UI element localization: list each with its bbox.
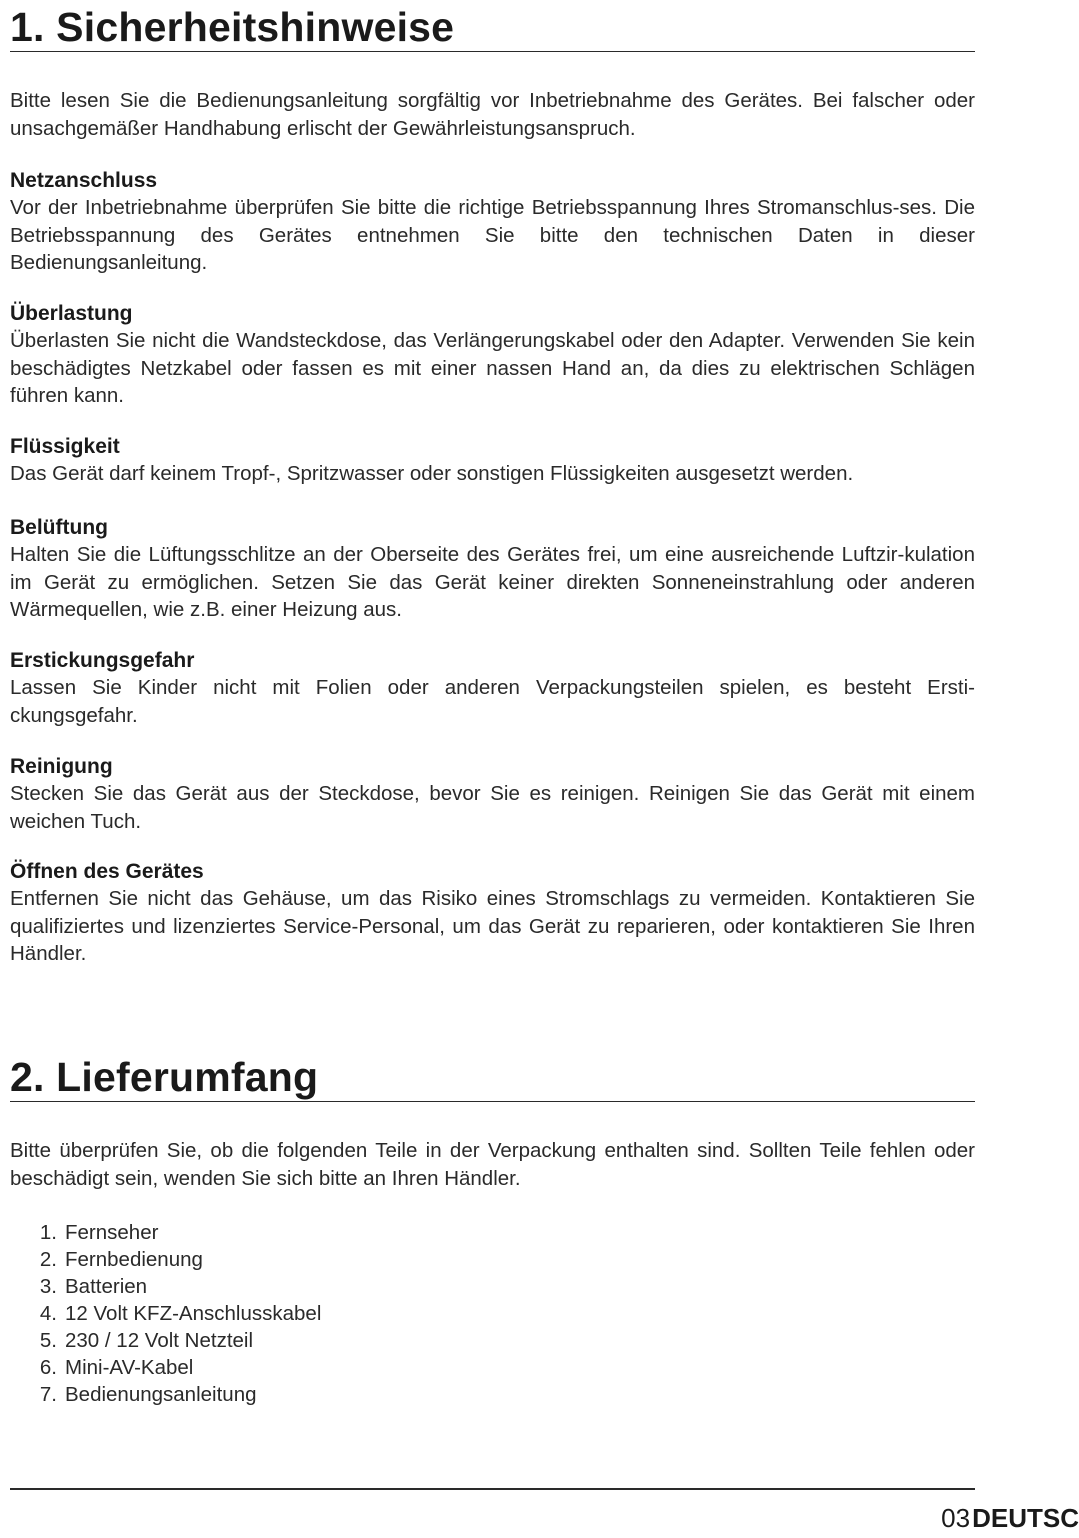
language-label: DEUTSC <box>972 1503 1079 1533</box>
list-item: 7. Bedienungsanleitung <box>39 1383 257 1406</box>
block-text: Das Gerät darf keinem Tropf-, Spritzwasser oder sonstigen Flüssigkeiten ausgesetzt werden. <box>10 462 854 485</box>
safety-block-reinigung <box>10 754 975 835</box>
block-text: Halten Sie die Lüftungsschlitze an der Oberseite des Gerätes frei, um eine ausreichende Luftzir-kulation im Gerät zu ermöglichen. Setzen Sie das Gerät keiner direkten Sonneneinstrahlung oder anderen Wärmequellen, wie z.B. einer Heizung aus. <box>10 543 975 621</box>
footer-divider <box>10 1488 975 1490</box>
safety-block-netzanschluss <box>10 168 975 277</box>
safety-block-oeffnen <box>10 859 975 968</box>
footer-page-label <box>941 1503 1079 1533</box>
block-heading: Überlastung <box>10 302 133 325</box>
block-heading: Flüssigkeit <box>10 435 120 458</box>
block-text: Lassen Sie Kinder nicht mit Folien oder anderen Verpackungsteilen spielen, es besteht Ersti-ckungsgefahr. <box>10 676 975 727</box>
block-heading: Reinigung <box>10 755 113 778</box>
block-text: Überlasten Sie nicht die Wandsteckdose, das Verlängerungskabel oder den Adapter. Verwenden Sie kein beschädigtes Netzkabel oder fassen es mit einer nassen Hand an, da dies zu elektrischen Schlägen führen kann. <box>10 329 975 407</box>
safety-intro: Bitte lesen Sie die Bedienungsanleitung sorgfältig vor Inbetriebnahme des Gerätes. Bei falscher oder unsachgemäßer Handhabung erlischt der Gewährleistungsanspruch. <box>10 89 975 140</box>
block-heading: Belüftung <box>10 516 108 539</box>
list-item: 2. Fernbedienung <box>39 1248 203 1271</box>
block-text: Stecken Sie das Gerät aus der Steckdose, bevor Sie es reinigen. Reinigen Sie das Gerät mit einem weichen Tuch. <box>10 782 975 833</box>
list-item: 5. 230 / 12 Volt Netzteil <box>39 1329 254 1352</box>
delivery-intro: Bitte überprüfen Sie, ob die folgenden Teile in der Verpackung enthalten sind. Sollten Teile fehlen oder beschädigt sein, wenden Sie sich bitte an Ihren Händler. <box>10 1139 975 1190</box>
safety-block-ueberlastung <box>10 301 975 410</box>
block-heading: Öffnen des Gerätes <box>10 860 204 883</box>
block-text: Entfernen Sie nicht das Gehäuse, um das Risiko eines Stromschlags zu vermeiden. Kontaktieren Sie qualifiziertes und lizenziertes Service-Personal, um das Gerät zu reparieren, oder kontaktieren Sie Ihren Händler. <box>10 887 975 965</box>
safety-block-belueftung <box>10 515 975 624</box>
list-item: 6. Mini-AV-Kabel <box>39 1356 194 1379</box>
delivery-items-list <box>10 1219 321 1408</box>
safety-block-fluessigkeit <box>10 434 975 488</box>
safety-block-erstickungsgefahr <box>10 648 975 729</box>
block-heading: Erstickungsgefahr <box>10 649 195 672</box>
block-text: Vor der Inbetriebnahme überprüfen Sie bitte die richtige Betriebsspannung Ihres Stromanschlus-ses. Die Betriebsspannung des Gerätes entnehmen Sie bitte den technischen Daten in dieser Bedienungsanleitung. <box>10 196 975 274</box>
list-item: 3. Batterien <box>39 1275 148 1298</box>
section-title-safety: 1. Sicherheitshinweise <box>10 7 975 52</box>
page-number: 03 <box>941 1503 971 1533</box>
section-title-delivery: 2. Lieferumfang <box>10 1057 975 1102</box>
list-item: 1. Fernseher <box>39 1221 159 1244</box>
block-heading: Netzanschluss <box>10 169 158 192</box>
list-item: 4. 12 Volt KFZ-Anschlusskabel <box>39 1302 322 1325</box>
